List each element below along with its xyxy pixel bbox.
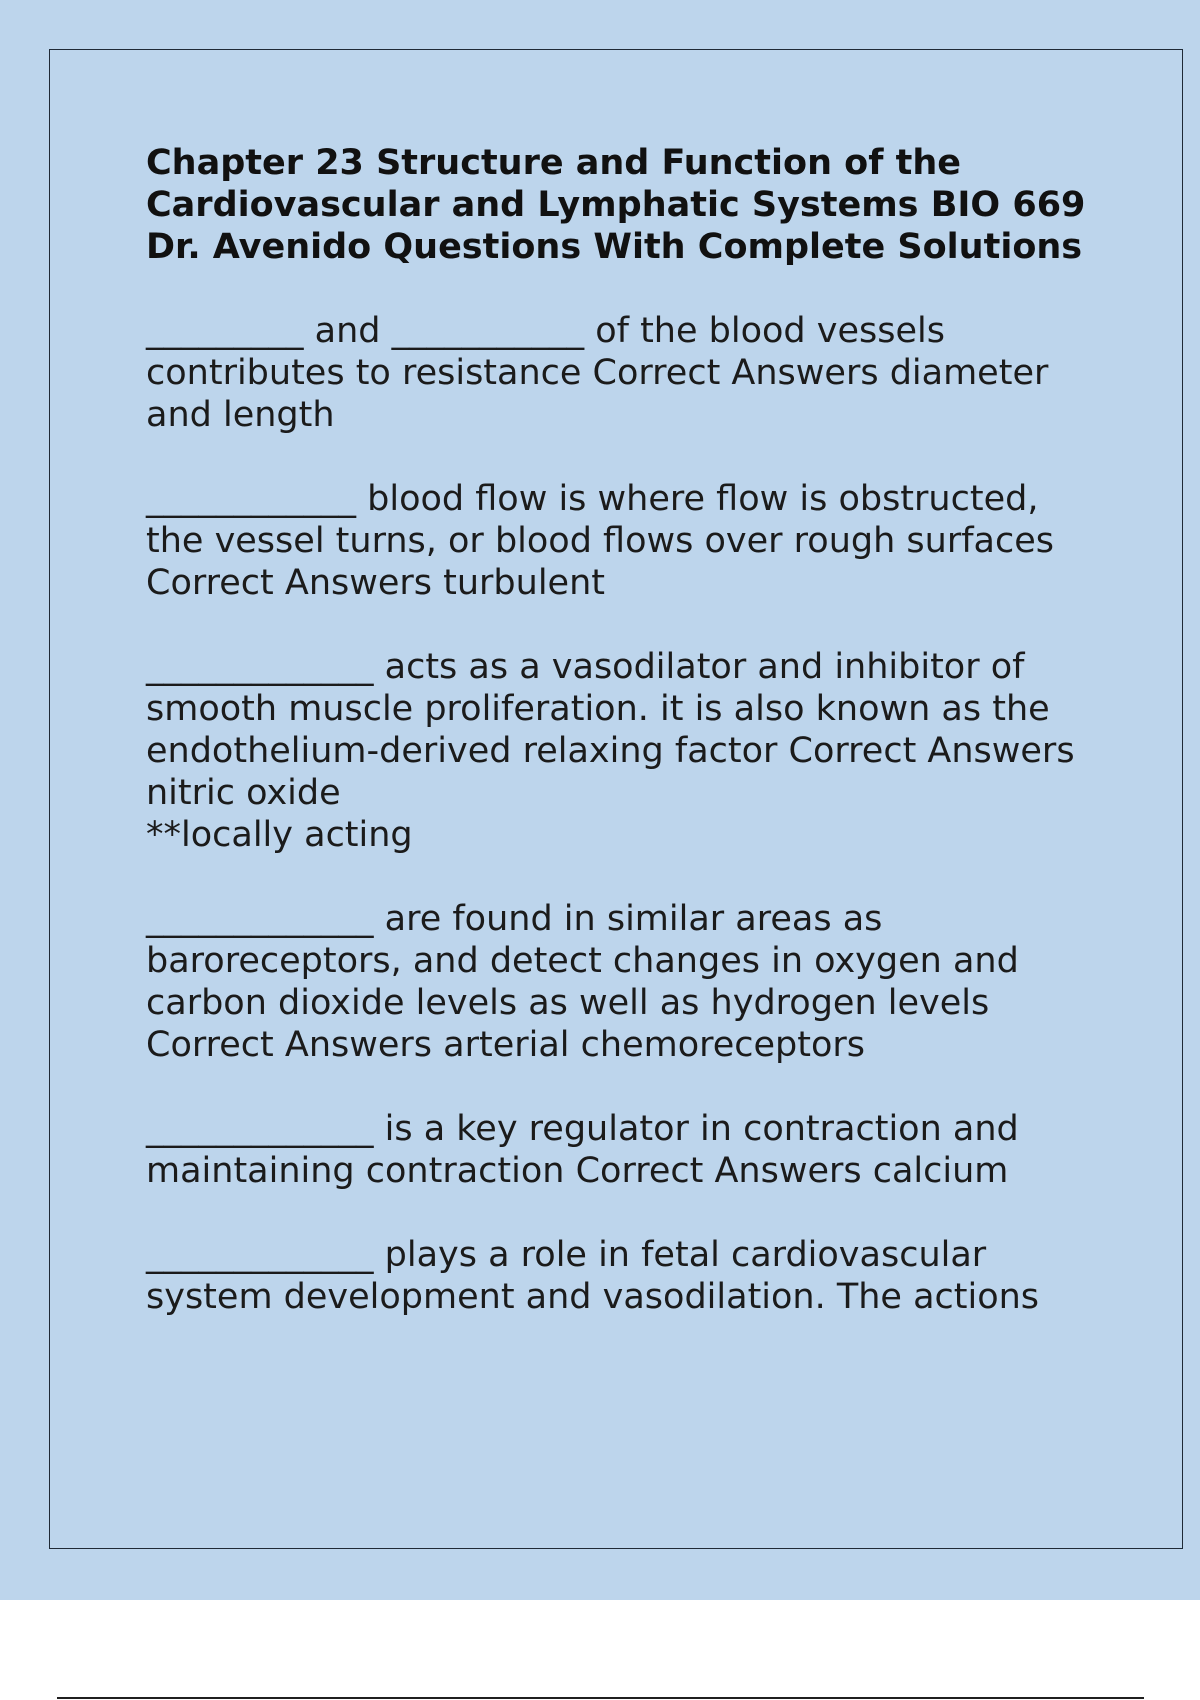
question-text: _____________ are found in similar areas as baroreceptors, and detect changes in oxygen and carbon dioxide levels as well as hydrogen levels Correct Answers arterial chemoreceptors xyxy=(146,899,1019,1065)
question-item xyxy=(146,478,1106,604)
question-item xyxy=(146,898,1106,1066)
question-note: **locally acting xyxy=(146,815,413,855)
document-body xyxy=(146,142,1106,1360)
question-text: ____________ blood flow is where flow is obstructed, the vessel turns, or blood flows over rough surfaces Correct Answers turbulent xyxy=(146,479,1055,603)
question-item xyxy=(146,1108,1106,1192)
document-title: Chapter 23 Structure and Function of the Cardiovascular and Lymphatic Systems BIO 669 Dr. Avenido Questions With Complete Solutions xyxy=(146,143,1086,267)
question-item xyxy=(146,1234,1106,1318)
page-bottom-rule xyxy=(57,1697,1144,1699)
question-text: _____________ is a key regulator in contraction and maintaining contraction Correct Answers calcium xyxy=(146,1109,1019,1191)
question-item xyxy=(146,646,1106,856)
question-text: _____________ acts as a vasodilator and inhibitor of smooth muscle proliferation. it is also known as the endothelium-derived relaxing factor Correct Answers nitric oxide xyxy=(146,647,1075,813)
question-text: _________ and ___________ of the blood vessels contributes to resistance Correct Answers diameter and length xyxy=(146,311,1049,435)
question-item xyxy=(146,310,1106,436)
question-text: _____________ plays a role in fetal cardiovascular system development and vasodilation. The actions xyxy=(146,1235,1040,1317)
